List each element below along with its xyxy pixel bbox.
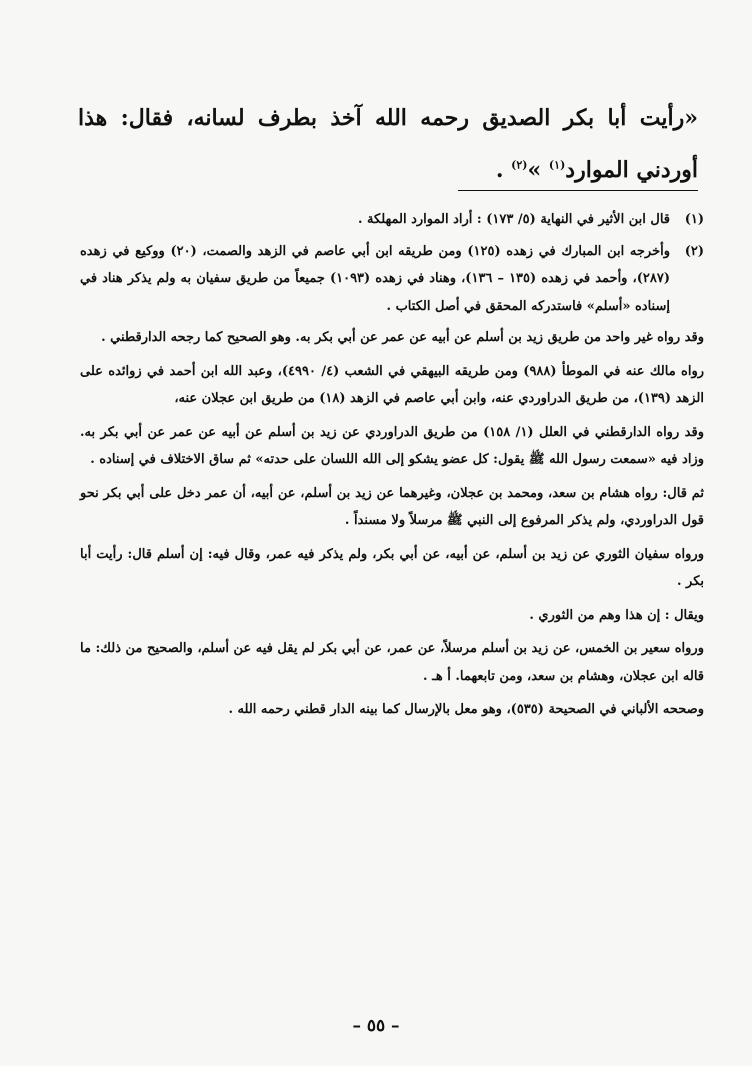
footnote-1 bbox=[80, 206, 704, 234]
footnotes-section bbox=[80, 206, 704, 730]
paragraph: وقد رواه الدارقطني في العلل (١/ ١٥٨) من طريق الدراوردي عن زيد بن أسلم عن أبيه عن عمر عن أبي بكر به. وزاد فيه «سمعت رسول الله ﷺ يقول: كل عضو يشكو إلى الله اللسان على حدته» ثم ساق الاختلاف في إسناده . bbox=[80, 424, 704, 467]
paragraph: ورواه سفيان الثوري عن زيد بن أسلم، عن أبيه، عن أبي بكر، ولم يذكر فيه عمر، وقال فيه: إن أسلم قال: رأيت أبا بكر . bbox=[80, 546, 704, 589]
main-quote-line-1: «رأيت أبا بكر الصديق رحمه الله آخذ بطرف لسانه، فقال: هذا bbox=[78, 105, 698, 131]
paragraph: رواه مالك عنه في الموطأ (٩٨٨) ومن طريقه البيهقي في الشعب (٤/ ٤٩٩٠)، وعبد الله ابن أحمد في زوائده على الزهد (١٣٩)، من طريق الدراوردي عنه، وابن أبي عاصم في الزهد (١٨) من طريق ابن عجلان عنه، bbox=[80, 363, 705, 406]
main-quote bbox=[78, 92, 698, 196]
paragraph: وقد رواه غير واحد من طريق زيد بن أسلم عن أبيه عن عمر عن أبي بكر به. وهو الصحيح كما رجحه الدارقطني . bbox=[101, 330, 704, 345]
closing-quote: » bbox=[527, 157, 542, 183]
footnote-ref-1[interactable]: (١) bbox=[548, 158, 566, 172]
footnote-number: (١) bbox=[684, 212, 704, 227]
footnote-text: قال ابن الأثير في النهاية (٥/ ١٧٣) : أراد الموارد المهلكة . bbox=[358, 212, 670, 227]
paragraph: وصححه الألباني في الصحيحة (٥٣٥)، وهو معل بالإرسال كما بينه الدار قطني رحمه الله . bbox=[228, 702, 704, 717]
page-number: – ٥٥ – bbox=[352, 1016, 400, 1036]
main-quote-end: . bbox=[495, 157, 512, 183]
footnote-separator bbox=[458, 190, 698, 191]
footnote-text: وأخرجه ابن المبارك في زهده (١٢٥) ومن طريقه ابن أبي عاصم في الزهد والصمت، (٢٠) ووكيع في زهده (٢٨٧)، وأحمد في زهده (١٣٥ – ١٣٦)، وهناد في زهده (١٠٩٣) جميعاً من طريق سفيان به ولم يذكر هناد في إسناده «أسلم» فاستدركه المحقق في أصل الكتاب . bbox=[80, 243, 670, 314]
paragraph: ويقال : إن هذا وهم من الثوري . bbox=[529, 607, 704, 623]
main-quote-line-2 bbox=[78, 144, 698, 196]
paragraph: ثم قال: رواه هشام بن سعد، ومحمد بن عجلان، وغيرهما عن زيد بن أسلم، عن أبيه، أن عمر دخل على أبي بكر نحو قول الدراوردي، ولم يذكر المرفوع إلى النبي ﷺ مرسلاً ولا مسنداً . bbox=[80, 485, 704, 528]
footnote-ref-2[interactable]: (٢) bbox=[511, 158, 528, 172]
main-quote-line-2-text: أوردني الموارد bbox=[565, 157, 698, 183]
paragraph: ورواه سعير بن الخمس، عن زيد بن أسلم مرسلاً، عن عمر، عن أبي بكر لم يقل فيه عن أسلم، والصحيح من ذلك: ما قاله ابن عجلان، وهشام بن سعد، ومن تابعهما. أ هـ . bbox=[80, 641, 704, 684]
footnote-2 bbox=[80, 238, 704, 321]
footnote-number: (٢) bbox=[684, 243, 704, 259]
